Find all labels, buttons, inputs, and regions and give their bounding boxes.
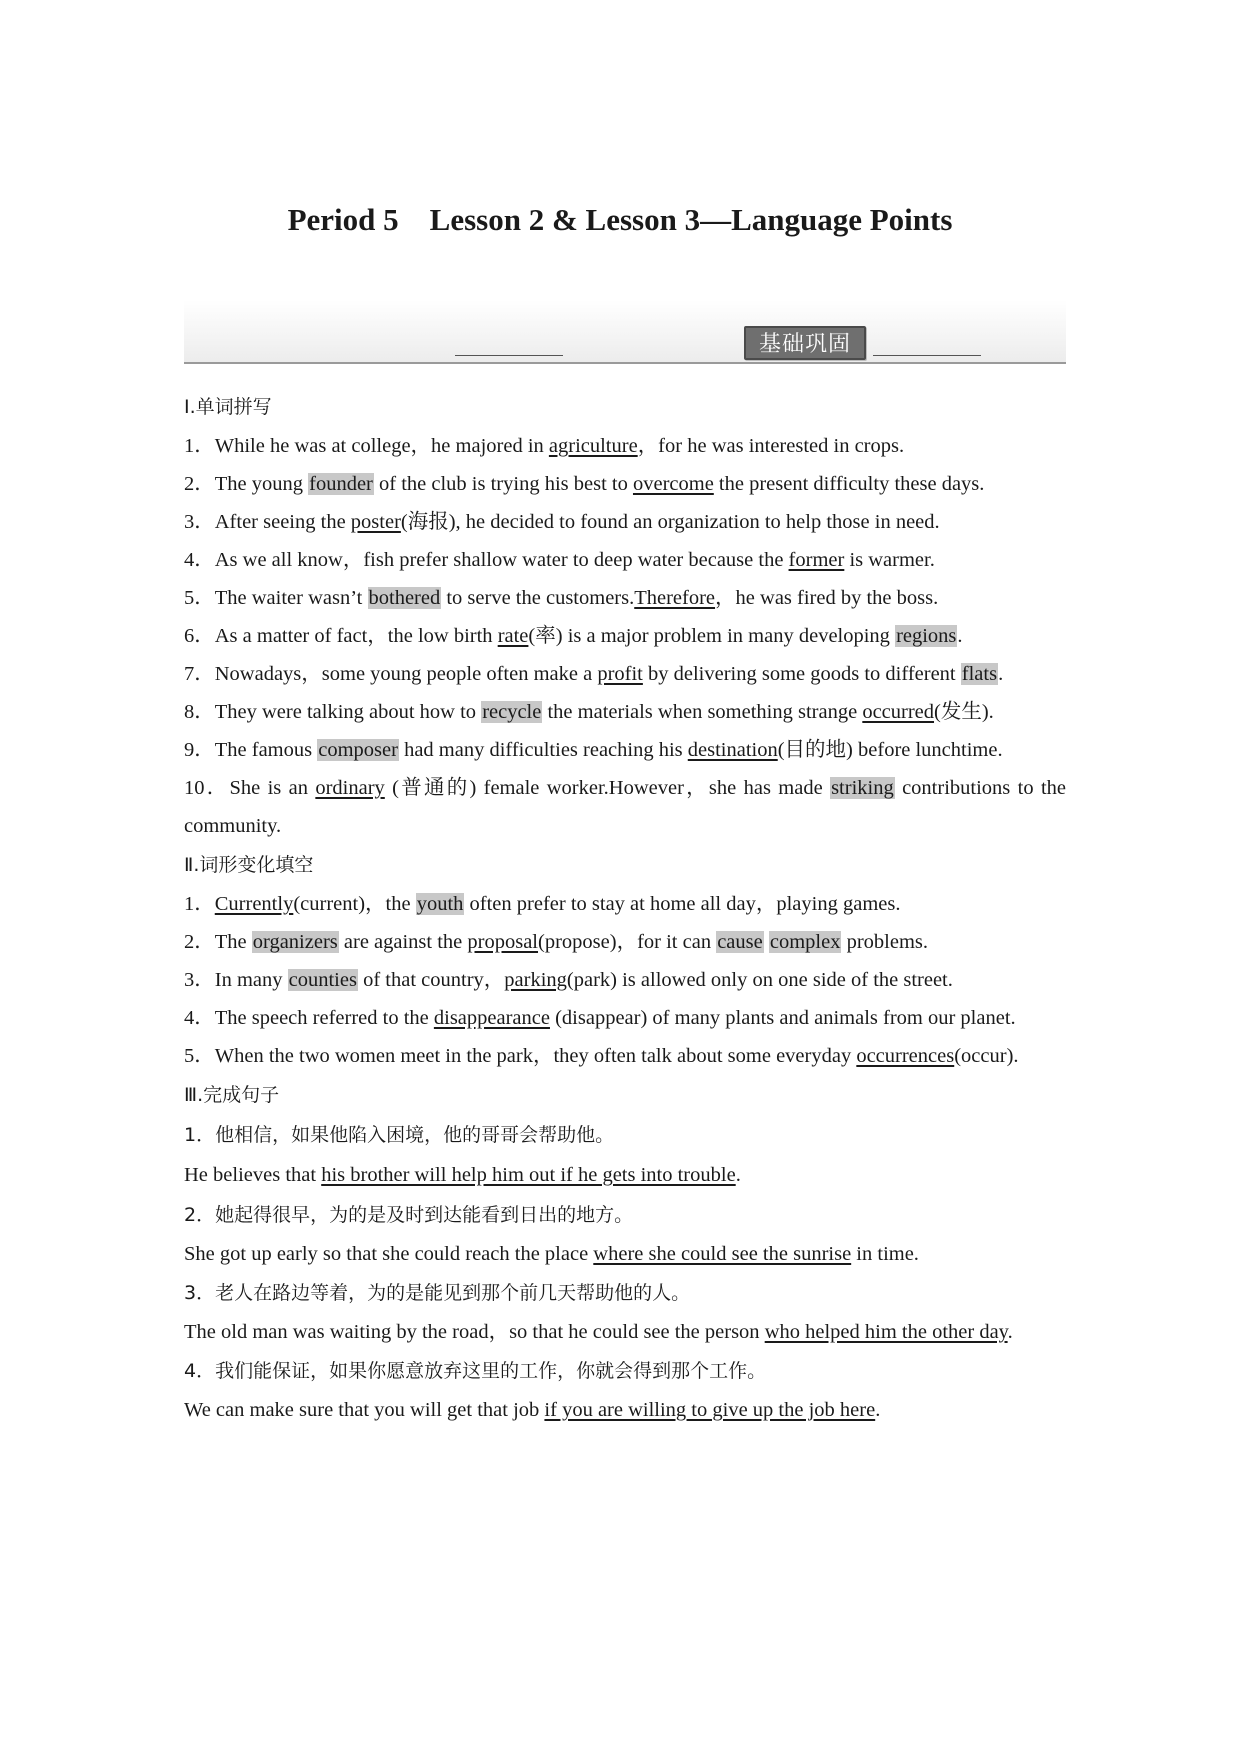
exercise-item (184, 579, 1066, 617)
highlighted-word: counties (288, 969, 357, 991)
exercise-item (184, 427, 1066, 465)
exercise-item (184, 1273, 1066, 1313)
answer-underline: poster (350, 511, 401, 533)
exercise-item (184, 1115, 1066, 1155)
page-title: Period 5 Lesson 2 & Lesson 3—Language Points (287, 202, 953, 237)
item-text: (occur). (954, 1045, 1019, 1067)
highlighted-word: complex (769, 931, 841, 953)
answer-underline: overcome (632, 473, 714, 495)
item-text: (目的地) before lunchtime. (777, 739, 1003, 761)
item-text: . (957, 625, 963, 647)
item-text: 2．The (184, 931, 252, 953)
answer-underline: Therefore (634, 587, 716, 609)
item-text: 8．They were talking about how to (184, 701, 482, 723)
item-text: . (875, 1399, 881, 1421)
item-text: . (735, 1164, 741, 1186)
banner-left-rule (455, 355, 563, 356)
answer-underline: agriculture (548, 435, 638, 457)
chinese-prompt: 4．我们能保证，如果你愿意放弃这里的工作，你就会得到那个工作。 (184, 1360, 767, 1382)
item-text: 5．When the two women meet in the park，they often talk about some everyday (184, 1045, 857, 1067)
highlighted-word: bothered (368, 587, 441, 609)
highlighted-word: recycle (482, 701, 542, 723)
exercise-item (184, 617, 1066, 655)
item-text: 5．The waiter wasn’t (184, 587, 368, 609)
item-text: the present difficulty these days. (713, 473, 985, 495)
section-banner (184, 300, 1066, 364)
answer-underline: parking (504, 969, 567, 991)
exercise-item (184, 1155, 1066, 1195)
item-text: contributions to the community. (184, 777, 1066, 837)
banner-badge: 基础巩固 (744, 326, 866, 360)
banner-right-rule (873, 355, 981, 356)
item-text: is warmer. (844, 549, 935, 571)
item-text: (disappear) of many plants and animals from our planet. (549, 1007, 1016, 1029)
highlighted-word: organizers (252, 931, 338, 953)
item-text: 3．In many (184, 969, 288, 991)
item-text: 10．She is an (184, 777, 316, 799)
item-text: the materials when something strange (542, 701, 863, 723)
item-text: had many difficulties reaching his (398, 739, 688, 761)
answer-underline: if you are willing to give up the job here (544, 1399, 876, 1421)
answer-underline: former (788, 549, 845, 571)
exercise-item (184, 1235, 1066, 1273)
highlighted-word: regions (896, 625, 957, 647)
item-text: to serve the customers. (441, 587, 635, 609)
answer-underline: occurred (862, 701, 935, 723)
exercise-item (184, 1195, 1066, 1235)
item-text: are against the (338, 931, 468, 953)
answer-underline: his brother will help him out if he gets into trouble (321, 1164, 736, 1186)
highlighted-word: flats (961, 663, 998, 685)
highlighted-word: youth (416, 893, 464, 915)
item-text: ，he was fired by the boss. (715, 587, 939, 609)
answer-underline: proposal (467, 931, 539, 953)
chinese-prompt: 2．她起得很早，为的是及时到达能看到日出的地方。 (184, 1204, 634, 1226)
item-text: 6．As a matter of fact，the low birth (184, 625, 498, 647)
item-text: The old man was waiting by the road，so that he could see the person (184, 1321, 765, 1343)
highlighted-word: founder (309, 473, 373, 495)
exercise-item (184, 1391, 1066, 1429)
item-text: We can make sure that you will get that job (184, 1399, 545, 1421)
item-text: 3．After seeing the (184, 511, 351, 533)
item-text: 7．Nowadays，some young people often make a (184, 663, 598, 685)
item-text: (发生). (934, 701, 994, 723)
answer-underline: profit (597, 663, 643, 685)
exercise-item (184, 731, 1066, 769)
item-text: (率) is a major problem in many developing (528, 625, 896, 647)
item-text: 4．As we all know，fish prefer shallow water to deep water because the (184, 549, 789, 571)
section-heading: Ⅰ.单词拼写 (184, 396, 272, 418)
exercise-item (184, 961, 1066, 999)
item-text: 4．The speech referred to the (184, 1007, 434, 1029)
item-text: (current)，the (293, 893, 416, 915)
exercise-item (184, 465, 1066, 503)
item-text: (park) is allowed only on one side of the street. (566, 969, 953, 991)
answer-underline: where she could see the sunrise (593, 1243, 852, 1265)
exercise-item (184, 541, 1066, 579)
item-text: ，for he was interested in crops. (637, 435, 905, 457)
item-text: She got up early so that she could reach the place (184, 1243, 594, 1265)
exercise-item (184, 1313, 1066, 1351)
item-text: 9．The famous (184, 739, 318, 761)
item-text: 2．The young (184, 473, 309, 495)
exercise-item (184, 693, 1066, 731)
answer-underline: who helped him the other day (764, 1321, 1008, 1343)
exercise-item (184, 769, 1066, 845)
banner-badge-holder (564, 324, 870, 356)
section-heading: Ⅲ.完成句子 (184, 1084, 280, 1106)
highlighted-word: composer (318, 739, 398, 761)
item-text: . (998, 663, 1004, 685)
item-text: (propose)，for it can (538, 931, 717, 953)
answer-underline: ordinary (315, 777, 385, 799)
answer-underline: occurrences (856, 1045, 955, 1067)
chinese-prompt: 1．他相信，如果他陷入困境，他的哥哥会帮助他。 (184, 1124, 615, 1146)
exercise-item (184, 885, 1066, 923)
item-text: of that country， (357, 969, 505, 991)
item-text: . (1007, 1321, 1013, 1343)
item-text: 1． (184, 893, 215, 915)
answer-underline: Currently (214, 893, 294, 915)
item-text: (普通的) female worker.However，she has made (384, 777, 831, 799)
answer-underline: rate (497, 625, 529, 647)
item-text: often prefer to stay at home all day，playing games. (464, 893, 901, 915)
section-heading: Ⅱ.词形变化填空 (184, 854, 314, 876)
item-text: He believes that (184, 1164, 322, 1186)
answer-underline: disappearance (433, 1007, 550, 1029)
exercise-item (184, 923, 1066, 961)
exercise-item (184, 1351, 1066, 1391)
exercise-item (184, 503, 1066, 541)
exercise-content (184, 387, 1066, 1429)
item-text: 1．While he was at college，he majored in (184, 435, 549, 457)
exercise-item (184, 655, 1066, 693)
item-text: by delivering some goods to different (642, 663, 961, 685)
item-text: problems. (841, 931, 928, 953)
chinese-prompt: 3．老人在路边等着，为的是能见到那个前几天帮助他的人。 (184, 1282, 691, 1304)
highlighted-word: cause (717, 931, 763, 953)
exercise-item (184, 999, 1066, 1037)
answer-underline: destination (687, 739, 778, 761)
item-text: in time. (851, 1243, 919, 1265)
item-text: (海报), he decided to found an organization to help those in need. (400, 511, 940, 533)
exercise-item (184, 1037, 1066, 1075)
item-text: of the club is trying his best to (373, 473, 633, 495)
highlighted-word: striking (831, 777, 894, 799)
